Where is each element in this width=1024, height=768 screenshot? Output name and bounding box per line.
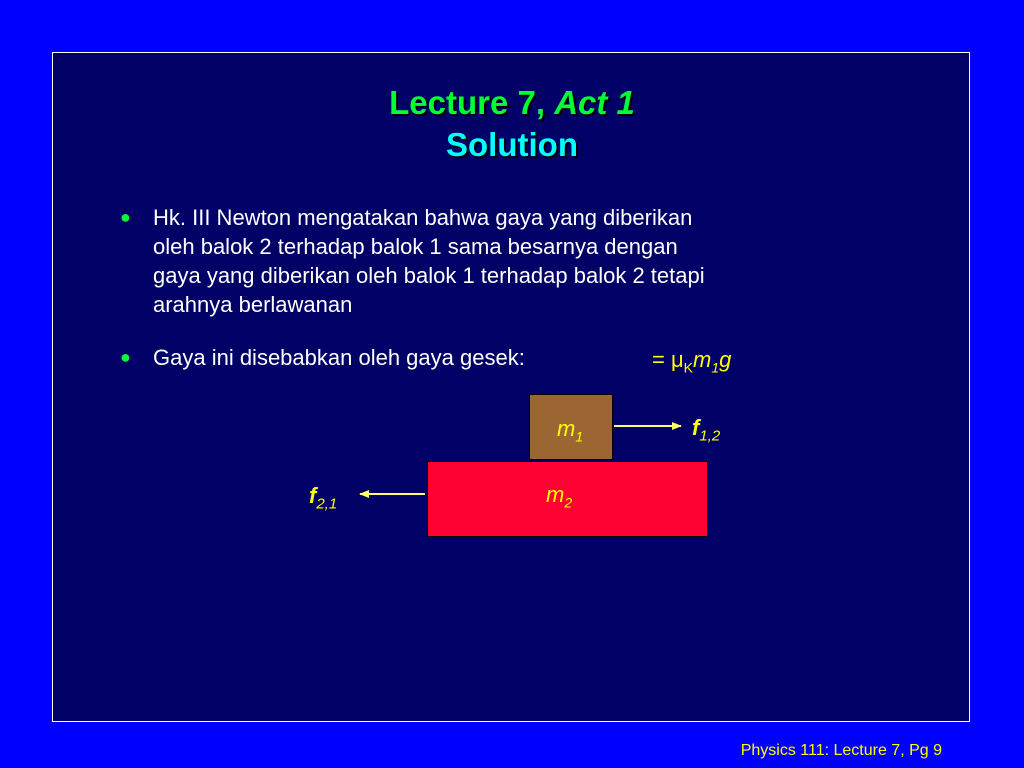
f21-subscript: 2,1 (316, 495, 338, 513)
f21-symbol: f (309, 483, 317, 508)
friction-formula (652, 346, 731, 381)
formula-g: g (719, 347, 732, 372)
slide-subtitle: Solution (446, 126, 578, 163)
formula-m: m (693, 347, 712, 372)
m1-symbol: m (557, 416, 576, 441)
title-lecture: Lecture 7, (389, 84, 546, 121)
bullet-text (153, 203, 705, 319)
f12-subscript: 1,2 (699, 427, 721, 445)
formula-equals: = (652, 347, 671, 372)
block-m2-label (546, 482, 572, 510)
bullet-line: arahnya berlawanan (153, 292, 353, 317)
bullet-line: gaya yang diberikan oleh balok 1 terhadap balok 2 tetapi (153, 263, 705, 288)
m2-symbol: m (546, 482, 565, 507)
bullet-icon: ● (120, 207, 131, 227)
m2-subscript: 2 (564, 494, 573, 511)
bullet-newton-third-law (120, 203, 900, 323)
force-f21-label (309, 483, 337, 512)
block-m1-label (557, 416, 583, 444)
formula-m-sub: 1 (711, 359, 720, 376)
slide-title (0, 84, 1024, 122)
f12-symbol: f (692, 415, 700, 440)
formula-mu: μ (670, 347, 684, 372)
bullet-line: Hk. III Newton mengatakan bahwa gaya yang diberikan (153, 205, 693, 230)
slide-footer: Physics 111: Lecture 7, Pg 9 (740, 742, 942, 759)
bullet-icon: ● (120, 347, 131, 367)
bullet-text: Gaya ini disebabkan oleh gaya gesek: (153, 345, 525, 370)
formula-mu-sub: K (683, 359, 693, 376)
m1-subscript: 1 (575, 428, 584, 445)
force-f12-label (692, 415, 720, 444)
bullet-line: oleh balok 2 terhadap balok 1 sama besarnya dengan (153, 234, 678, 259)
title-act: Act 1 (554, 84, 635, 121)
